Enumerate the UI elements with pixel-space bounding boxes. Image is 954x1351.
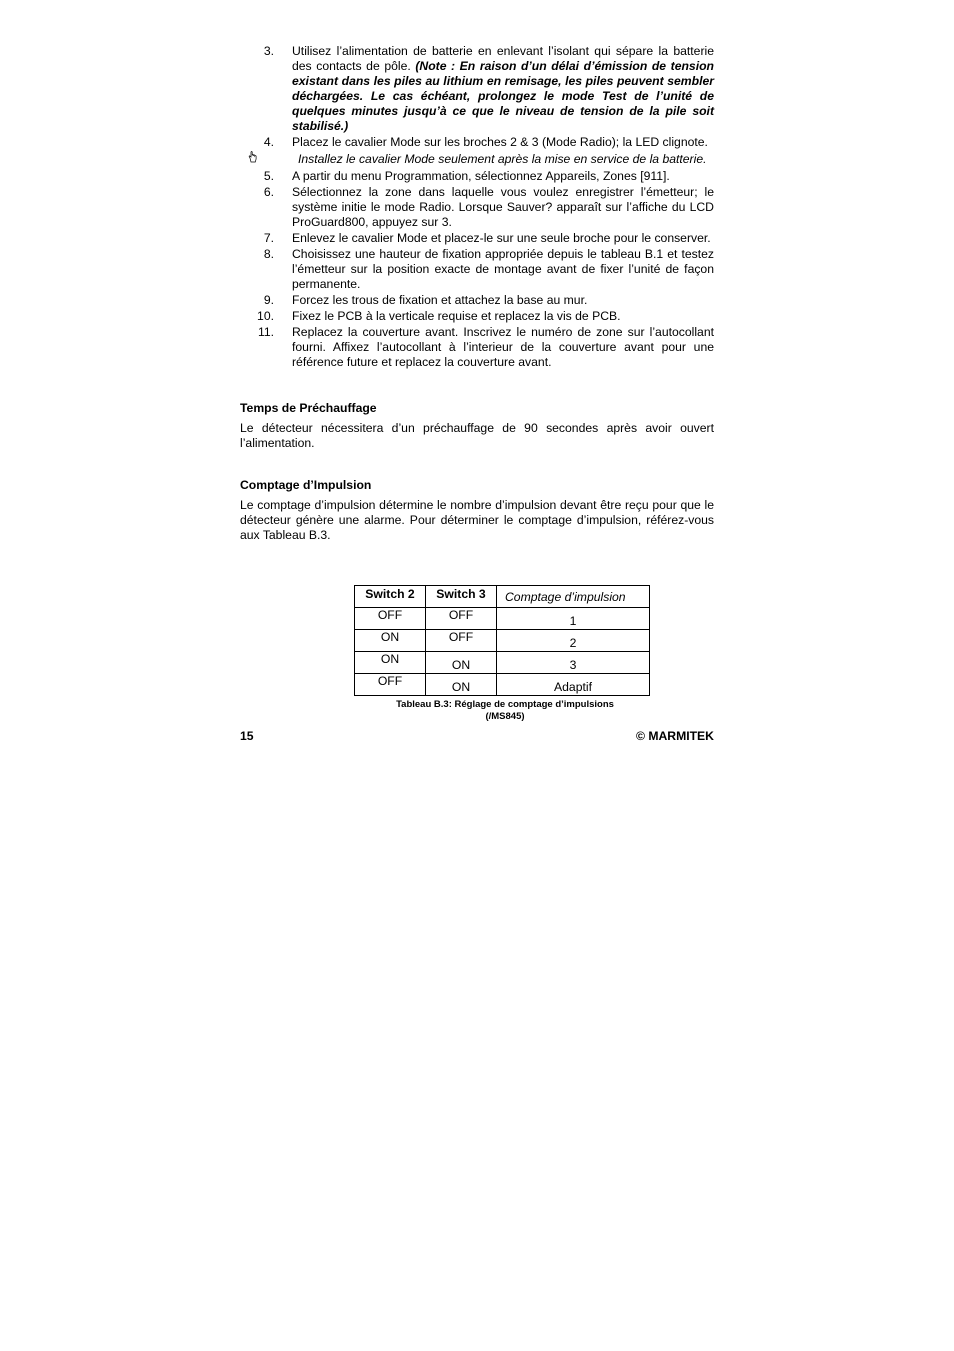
table-header-cell: Switch 2 bbox=[355, 586, 426, 608]
hint-note bbox=[240, 152, 734, 167]
table-cell: ON bbox=[426, 674, 497, 696]
section-warmup bbox=[240, 393, 714, 451]
list-number: 8. bbox=[263, 247, 274, 261]
list-number: 11. bbox=[257, 325, 274, 339]
table-row bbox=[355, 630, 650, 652]
caption-line: Tableau B.3: Réglage de comptage d’impulsions bbox=[396, 699, 614, 710]
list-item-step-6 bbox=[240, 185, 714, 230]
step-text: Forcez les trous de fixation et attachez la base au mur. bbox=[292, 293, 588, 307]
list-number: 3. bbox=[263, 44, 274, 58]
document-page bbox=[240, 44, 714, 543]
step-text: Choisissez une hauteur de fixation appropriée depuis le tableau B.1 et testez l’émetteur sur la position exacte de montage avant de fixer l’unité de façon permanente. bbox=[292, 247, 714, 291]
table-cell: ON bbox=[355, 630, 426, 652]
table-row bbox=[355, 652, 650, 674]
table-cell: ON bbox=[355, 652, 426, 674]
table-header-row bbox=[355, 586, 650, 608]
table-caption bbox=[354, 699, 656, 723]
table-cell: 2 bbox=[497, 630, 650, 652]
table-header-cell: Switch 3 bbox=[426, 586, 497, 608]
list-item-step-4 bbox=[240, 135, 714, 150]
table-cell: 1 bbox=[497, 608, 650, 630]
table-cell: Adaptif bbox=[497, 674, 650, 696]
list-number: 9. bbox=[263, 293, 274, 307]
step-text: Placez le cavalier Mode sur les broches 2 & 3 (Mode Radio); la LED clignote. bbox=[292, 135, 708, 149]
list-number: 7. bbox=[263, 231, 274, 245]
section-pulse-count bbox=[240, 472, 714, 543]
table-cell: OFF bbox=[426, 608, 497, 630]
hand-pointer-icon bbox=[248, 151, 259, 167]
list-number: 4. bbox=[263, 135, 274, 149]
list-item-step-9 bbox=[240, 293, 714, 308]
table-cell: OFF bbox=[355, 608, 426, 630]
list-number: 10. bbox=[257, 309, 274, 323]
step-text: Fixez le PCB à la verticale requise et replacez la vis de PCB. bbox=[292, 309, 621, 323]
list-item-step-7 bbox=[240, 231, 714, 246]
table-header-cell: Comptage d’impulsion bbox=[497, 586, 650, 608]
page-number: 15 bbox=[240, 729, 254, 743]
section-body: Le comptage d’impulsion détermine le nombre d’impulsion devant être reçu pour que le détecteur génère une alarme. Pour déterminer le comptage d’impulsion, référez-vous aux Tableau B.3. bbox=[240, 498, 714, 542]
list-item-step-5 bbox=[240, 169, 714, 184]
step-text: Sélectionnez la zone dans laquelle vous voulez enregistrer l’émetteur; le système initie le mode Radio. Lorsque Sauver? apparaît sur l’affiche du LCD ProGuard800, appuyez sur 3. bbox=[292, 185, 714, 229]
list-item-step-8 bbox=[240, 247, 714, 292]
footer-brand: © MARMITEK bbox=[635, 729, 714, 743]
list-item-step-3 bbox=[240, 44, 714, 134]
step-text: A partir du menu Programmation, sélectionnez Appareils, Zones [911]. bbox=[292, 169, 670, 183]
table-row bbox=[355, 674, 650, 696]
list-number: 6. bbox=[263, 185, 274, 199]
table-cell: 3 bbox=[497, 652, 650, 674]
list-number: 5. bbox=[263, 169, 274, 183]
list-item-step-10 bbox=[240, 309, 714, 324]
hint-text: Installez le cavalier Mode seulement après la mise en service de la batterie. bbox=[298, 152, 707, 166]
step-text: Enlevez le cavalier Mode et placez-le sur une seule broche pour le conserver. bbox=[292, 231, 711, 245]
table-cell: OFF bbox=[426, 630, 497, 652]
table-cell: OFF bbox=[355, 674, 426, 696]
section-body: Le détecteur nécessitera d’un préchauffage de 90 secondes après avoir ouvert l’alimentation. bbox=[240, 421, 714, 450]
list-item-step-11 bbox=[240, 325, 714, 370]
step-note: (Note : En raison d’un délai d’émission de tension existant dans les piles au lithium en remisage, les piles peuvent sembler déchargées. Le cas échéant, prolongez le mode Test de l’unité de quelques minutes jusqu’à ce que le niveau de tension de la pile soit stabilisé.) bbox=[292, 59, 714, 133]
table-row bbox=[355, 608, 650, 630]
step-text: Replacez la couverture avant. Inscrivez le numéro de zone sur l’autocollant fourni. Affixez l’autocollant à l’interieur de la couverture avant pour une référence future et replacez la couverture avant. bbox=[292, 325, 714, 369]
caption-line: (/MS845) bbox=[485, 711, 525, 722]
section-heading: Comptage d’Impulsion bbox=[240, 478, 372, 492]
section-heading: Temps de Préchauffage bbox=[240, 401, 377, 415]
step-text: Utilisez l’alimentation de batterie en enlevant l’isolant qui sépare la batterie des contacts de pôle. bbox=[292, 44, 714, 73]
table-cell: ON bbox=[426, 652, 497, 674]
pulse-count-table bbox=[354, 585, 650, 696]
